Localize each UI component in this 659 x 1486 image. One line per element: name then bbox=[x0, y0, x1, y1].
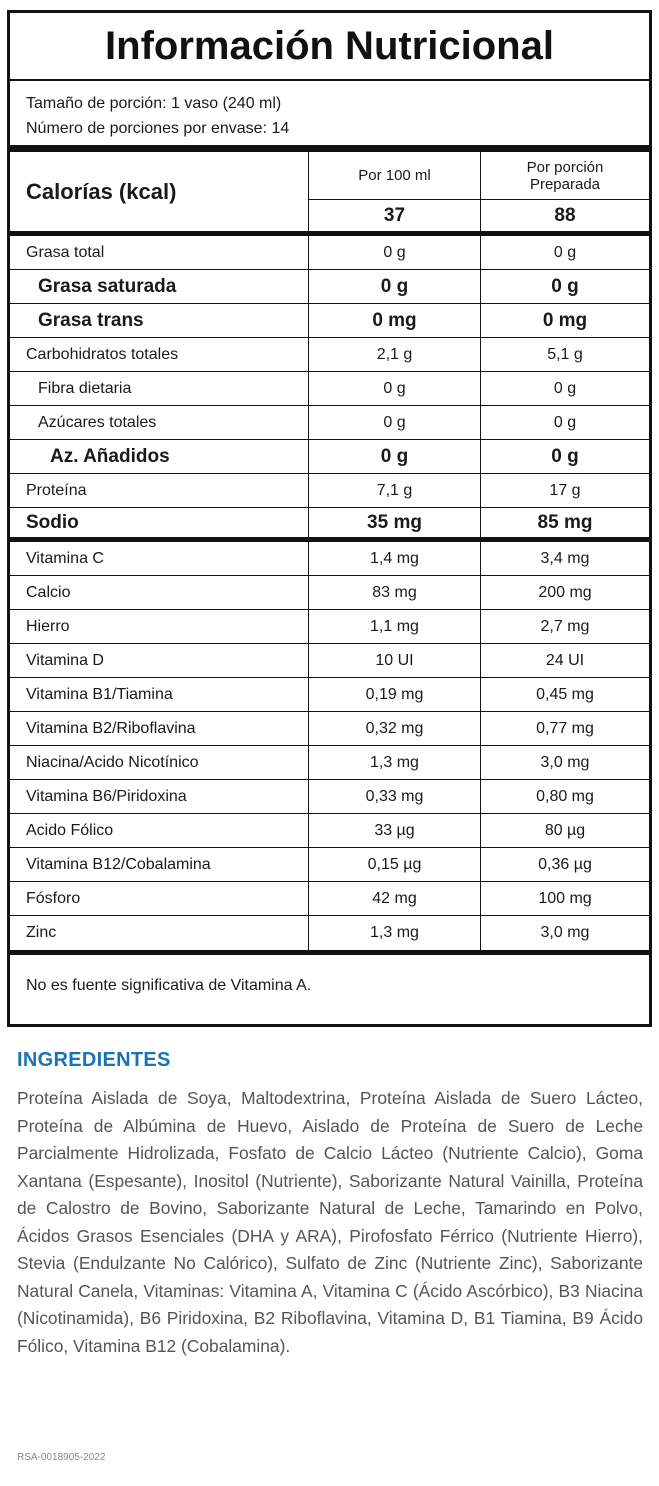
nutrient-per100: 2,1 g bbox=[308, 338, 481, 371]
vitamin-per100: 83 mg bbox=[308, 576, 481, 609]
nutrient-name: Fibra dietaria bbox=[38, 379, 132, 397]
table-row bbox=[10, 304, 649, 338]
vitamin-per-serving: 0,36 µg bbox=[538, 855, 592, 873]
vitamin-per-serving: 24 UI bbox=[545, 651, 585, 669]
calories-per-100ml: 37 bbox=[383, 204, 406, 226]
vitamin-per100: 0,19 mg bbox=[308, 678, 481, 711]
table-row bbox=[10, 508, 649, 542]
registration-number: RSA-0018905-2022 bbox=[17, 1452, 106, 1463]
nutrient-name: Az. Añadidos bbox=[50, 445, 170, 467]
per-serving-header-line2: Preparada bbox=[529, 175, 601, 193]
table-row bbox=[10, 372, 649, 406]
table-row bbox=[10, 338, 649, 372]
vitamin-name: Vitamina B1/Tiamina bbox=[26, 685, 173, 703]
nutrient-per-serving: 0 g bbox=[551, 445, 579, 467]
vitamin-per100: 0,33 mg bbox=[308, 780, 481, 813]
vitamin-per100: 1,4 mg bbox=[308, 542, 481, 575]
vitamin-per100: 1,3 mg bbox=[308, 916, 481, 950]
nutrient-per-serving: 0 g bbox=[551, 275, 579, 297]
calories-per-serving: 88 bbox=[554, 204, 576, 226]
nutrient-per100: 35 mg bbox=[308, 508, 481, 537]
table-row bbox=[10, 406, 649, 440]
serving-info bbox=[10, 81, 649, 152]
nutrient-per-serving: 5,1 g bbox=[547, 345, 583, 363]
table-row bbox=[10, 780, 649, 814]
nutrient-per-serving: 0 g bbox=[553, 379, 577, 397]
vitamin-name: Vitamina B2/Riboflavina bbox=[26, 719, 196, 737]
nutrient-per100: 7,1 g bbox=[308, 474, 481, 507]
nutrients-table bbox=[10, 236, 649, 950]
nutrient-per100: 0 g bbox=[308, 236, 481, 269]
nutrient-name: Grasa saturada bbox=[38, 275, 177, 297]
vitamin-per100: 1,3 mg bbox=[308, 746, 481, 779]
vitamin-name: Zinc bbox=[26, 924, 57, 941]
vitamin-per-serving: 80 µg bbox=[544, 821, 586, 839]
nutrient-per100: 0 g bbox=[308, 270, 481, 303]
vitamin-name: Niacina/Acido Nicotínico bbox=[26, 753, 199, 771]
per-serving-column bbox=[481, 152, 649, 231]
vitamin-per100: 42 mg bbox=[308, 882, 481, 915]
vitamin-per100: 10 UI bbox=[308, 644, 481, 677]
table-row bbox=[10, 746, 649, 780]
table-row bbox=[10, 882, 649, 916]
per-100ml-header: Por 100 ml bbox=[309, 152, 480, 200]
nutrient-per100: 0 g bbox=[308, 406, 481, 439]
nutrient-name: Sodio bbox=[26, 511, 79, 533]
nutrient-name: Proteína bbox=[26, 481, 87, 499]
footnote: No es fuente significativa de Vitamina A. bbox=[10, 950, 649, 1014]
table-row bbox=[10, 644, 649, 678]
table-row bbox=[10, 712, 649, 746]
nutrient-per-serving: 17 g bbox=[549, 481, 581, 499]
per-serving-header bbox=[481, 152, 649, 200]
table-row bbox=[10, 270, 649, 304]
vitamin-name: Hierro bbox=[26, 617, 70, 635]
per-100ml-column bbox=[308, 152, 481, 231]
vitamin-name: Calcio bbox=[26, 583, 71, 601]
table-row bbox=[10, 542, 649, 576]
table-row bbox=[10, 236, 649, 270]
nutrient-name: Grasa trans bbox=[38, 309, 144, 331]
table-row bbox=[10, 916, 649, 950]
vitamin-per-serving: 100 mg bbox=[538, 889, 592, 907]
vitamin-per-serving: 3,0 mg bbox=[540, 924, 590, 941]
ingredients-text: Proteína Aislada de Soya, Maltodextrina, Proteína Aislada de Suero Lácteo, Proteína de Albúmina de Huevo, Aislado de Proteína de Suero de Leche Parcialmente Hidrolizada, Fosfato de Calcio Lácteo (Nutriente Calcio), Goma Xantana (Espesante), Inositol (Nutriente), Saborizante Natural Vainilla, Proteína de Calostro de Bovino, Saborizante Natural de Leche, Tamarindo en Polvo, Ácidos Grasos Esenciales (DHA y ARA), Pirofosfato Férrico (Nutriente Hierro), Stevia (Endulzante No Calórico), Sulfato de Zinc (Nutriente Zinc), Saborizante Natural Canela, Vitaminas: Vitamina A, Vitamina C (Ácido Ascórbico), B3 Niacina (Nicotinamida), B6 Piridoxina, B2 Riboflavina, Vitamina D, B1 Tiamina, B9 Ácido Fólico, Vitamina B12 (Cobalamina). bbox=[17, 1088, 643, 1356]
vitamin-name: Acido Fólico bbox=[26, 821, 114, 839]
vitamin-per-serving: 2,7 mg bbox=[540, 617, 590, 635]
servings-per-container: Número de porciones por envase: 14 bbox=[26, 120, 290, 137]
nutrient-per-serving: 0 mg bbox=[542, 309, 588, 331]
label-title: Información Nutricional bbox=[10, 13, 649, 81]
vitamin-name: Vitamina D bbox=[26, 651, 104, 669]
vitamin-name: Vitamina B12/Cobalamina bbox=[26, 855, 211, 873]
ingredients-title: INGREDIENTES bbox=[17, 1049, 171, 1071]
vitamin-per-serving: 3,4 mg bbox=[540, 549, 590, 567]
serving-size: Tamaño de porción: 1 vaso (240 ml) bbox=[26, 95, 282, 112]
nutrition-facts-label bbox=[7, 10, 652, 1027]
calories-block bbox=[10, 152, 649, 236]
vitamin-per100: 0,32 mg bbox=[308, 712, 481, 745]
nutrient-per-serving: 0 g bbox=[553, 243, 577, 261]
per-serving-header-line1: Por porción bbox=[526, 158, 604, 176]
nutrient-per100: 0 g bbox=[308, 372, 481, 405]
table-row bbox=[10, 576, 649, 610]
vitamin-per-serving: 3,0 mg bbox=[540, 753, 590, 771]
nutrient-per100: 0 mg bbox=[308, 304, 481, 337]
nutrient-name: Carbohidratos totales bbox=[26, 345, 179, 363]
table-row bbox=[10, 814, 649, 848]
nutrient-per-serving: 0 g bbox=[553, 413, 577, 431]
table-row bbox=[10, 848, 649, 882]
vitamin-per-serving: 0,77 mg bbox=[536, 719, 594, 737]
vitamin-name: Vitamina B6/Piridoxina bbox=[26, 787, 187, 805]
nutrient-per-serving: 85 mg bbox=[537, 511, 593, 533]
vitamin-per-serving: 0,80 mg bbox=[536, 787, 594, 805]
table-row bbox=[10, 678, 649, 712]
calories-label: Calorías (kcal) bbox=[26, 178, 177, 204]
vitamin-name: Vitamina C bbox=[26, 549, 104, 567]
vitamin-per100: 0,15 µg bbox=[308, 848, 481, 881]
nutrient-name: Grasa total bbox=[26, 243, 105, 261]
nutrient-per100: 0 g bbox=[308, 440, 481, 473]
vitamin-name: Fósforo bbox=[26, 889, 81, 907]
vitamin-per-serving: 0,45 mg bbox=[536, 685, 594, 703]
nutrient-name: Azúcares totales bbox=[38, 413, 157, 431]
vitamin-per100: 1,1 mg bbox=[308, 610, 481, 643]
table-row bbox=[10, 440, 649, 474]
table-row bbox=[10, 474, 649, 508]
vitamin-per100: 33 µg bbox=[308, 814, 481, 847]
table-row bbox=[10, 610, 649, 644]
vitamin-per-serving: 200 mg bbox=[538, 583, 592, 601]
